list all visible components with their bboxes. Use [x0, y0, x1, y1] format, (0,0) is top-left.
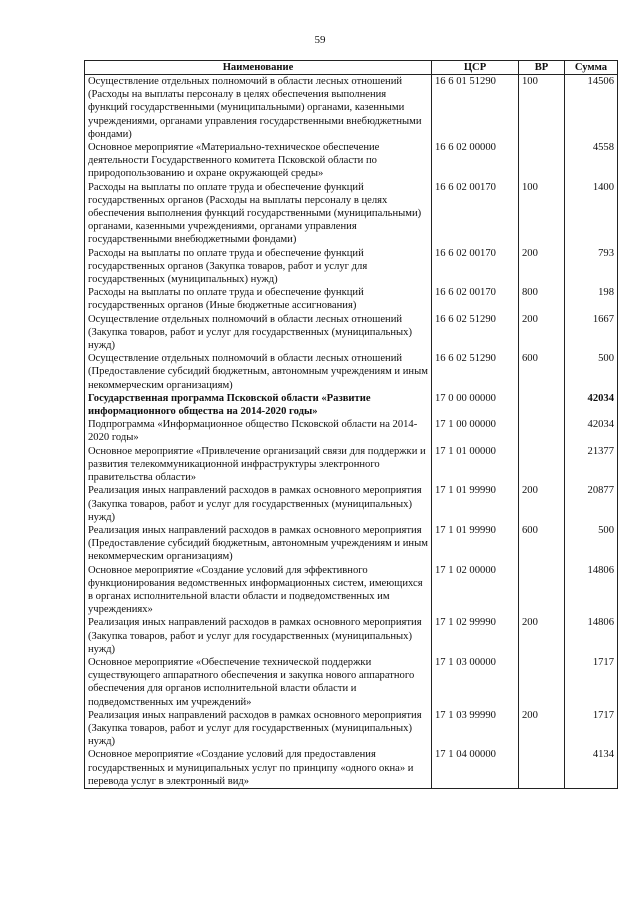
row-name-cell: Расходы на выплаты по оплате труда и обеспечение функций государственных органов (Расходы на выплаты персоналу в целях обеспечения выполнения функций государственными (муниципальными) органами, казенными учреждениями, органами управления государственными внебюджетными фондами) [85, 181, 432, 247]
row-vr-cell: 800 [519, 286, 565, 312]
row-sum-cell: 42034 [565, 392, 618, 418]
row-csr-cell: 16 6 02 51290 [432, 352, 519, 392]
row-vr-cell [519, 656, 565, 709]
row-csr-cell: 17 1 04 00000 [432, 748, 519, 788]
row-name-cell: Расходы на выплаты по оплате труда и обеспечение функций государственных органов (Закупка товаров, работ и услуг для государственных (муниципальных) нужд) [85, 247, 432, 287]
row-sum-cell: 793 [565, 247, 618, 287]
table-row [85, 286, 618, 312]
table-row [85, 656, 618, 709]
row-vr-cell: 100 [519, 75, 565, 142]
table-row [85, 445, 618, 485]
row-vr-cell: 100 [519, 181, 565, 247]
row-sum-cell: 4558 [565, 141, 618, 181]
table-row [85, 709, 618, 749]
row-name-cell: Расходы на выплаты по оплате труда и обеспечение функций государственных органов (Иные бюджетные ассигнования) [85, 286, 432, 312]
row-vr-cell: 600 [519, 524, 565, 564]
row-csr-cell: 17 1 01 00000 [432, 445, 519, 485]
table-header-row [85, 61, 618, 75]
table-row [85, 181, 618, 247]
row-csr-cell: 17 1 03 99990 [432, 709, 519, 749]
row-csr-cell: 17 1 01 99990 [432, 524, 519, 564]
row-vr-cell: 200 [519, 709, 565, 749]
row-name-cell: Государственная программа Псковской области «Развитие информационного общества на 2014-2020 годы» [85, 392, 432, 418]
row-csr-cell: 16 6 01 51290 [432, 75, 519, 142]
table-row [85, 524, 618, 564]
row-csr-cell: 17 1 01 99990 [432, 484, 519, 524]
row-vr-cell [519, 748, 565, 788]
row-sum-cell: 4134 [565, 748, 618, 788]
row-vr-cell: 200 [519, 484, 565, 524]
row-name-cell: Осуществление отдельных полномочий в области лесных отношений (Закупка товаров, работ и услуг для государственных (муниципальных) нужд) [85, 313, 432, 353]
row-vr-cell [519, 445, 565, 485]
row-sum-cell: 14806 [565, 564, 618, 617]
table-row [85, 564, 618, 617]
row-vr-cell [519, 418, 565, 444]
row-name-cell: Подпрограмма «Информационное общество Псковской области на 2014-2020 годы» [85, 418, 432, 444]
row-name-cell: Основное мероприятие «Создание условий для предоставления государственных и муниципальных услуг по принципу «одного окна» и перевода услуг в электронный вид» [85, 748, 432, 788]
row-csr-cell: 16 6 02 00170 [432, 181, 519, 247]
row-vr-cell: 200 [519, 247, 565, 287]
row-sum-cell: 14506 [565, 75, 618, 142]
row-sum-cell: 1717 [565, 656, 618, 709]
row-sum-cell: 20877 [565, 484, 618, 524]
row-sum-cell: 1400 [565, 181, 618, 247]
row-name-cell: Основное мероприятие «Привлечение организаций связи для поддержки и развития телекоммуникационной инфраструктуры электронного правительства области» [85, 445, 432, 485]
table-row [85, 352, 618, 392]
table-row [85, 748, 618, 788]
table-row [85, 141, 618, 181]
table-row [85, 418, 618, 444]
row-vr-cell: 200 [519, 313, 565, 353]
row-vr-cell [519, 564, 565, 617]
row-name-cell: Осуществление отдельных полномочий в области лесных отношений (Расходы на выплаты персоналу в целях обеспечения выполнения функций государственными (муниципальными) органами, казенными учреждениями, органами управления государственными внебюджетными фондами) [85, 75, 432, 142]
row-sum-cell: 500 [565, 352, 618, 392]
header-csr: ЦСР [432, 61, 519, 75]
row-name-cell: Реализация иных направлений расходов в рамках основного мероприятия (Закупка товаров, работ и услуг для государственных (муниципальных) нужд) [85, 484, 432, 524]
row-name-cell: Основное мероприятие «Создание условий для эффективного функционирования ведомственных информационных систем, имеющихся в органах исполнительной власти области и подведомственных им учреждениях» [85, 564, 432, 617]
row-vr-cell [519, 392, 565, 418]
row-name-cell: Реализация иных направлений расходов в рамках основного мероприятия (Закупка товаров, работ и услуг для государственных (муниципальных) нужд) [85, 709, 432, 749]
budget-table [84, 60, 618, 789]
row-csr-cell: 16 6 02 00000 [432, 141, 519, 181]
row-vr-cell [519, 141, 565, 181]
row-name-cell: Осуществление отдельных полномочий в области лесных отношений (Предоставление субсидий бюджетным, автономным учреждениям и иным некоммерческим организациям) [85, 352, 432, 392]
table-row [85, 313, 618, 353]
row-name-cell: Реализация иных направлений расходов в рамках основного мероприятия (Закупка товаров, работ и услуг для государственных (муниципальных) нужд) [85, 616, 432, 656]
row-name-cell: Реализация иных направлений расходов в рамках основного мероприятия (Предоставление субсидий бюджетным, автономным учреждениям и иным некоммерческим организациям) [85, 524, 432, 564]
row-csr-cell: 16 6 02 51290 [432, 313, 519, 353]
row-csr-cell: 17 0 00 00000 [432, 392, 519, 418]
header-sum: Сумма [565, 61, 618, 75]
table-row [85, 392, 618, 418]
row-csr-cell: 16 6 02 00170 [432, 286, 519, 312]
header-name: Наименование [85, 61, 432, 75]
row-sum-cell: 1667 [565, 313, 618, 353]
header-vr: ВР [519, 61, 565, 75]
row-csr-cell: 17 1 02 00000 [432, 564, 519, 617]
page-number: 59 [314, 34, 326, 46]
row-csr-cell: 17 1 03 00000 [432, 656, 519, 709]
row-vr-cell: 600 [519, 352, 565, 392]
row-sum-cell: 14806 [565, 616, 618, 656]
table-row [85, 247, 618, 287]
table-row [85, 616, 618, 656]
row-csr-cell: 17 1 00 00000 [432, 418, 519, 444]
row-csr-cell: 17 1 02 99990 [432, 616, 519, 656]
table-row [85, 484, 618, 524]
row-sum-cell: 500 [565, 524, 618, 564]
row-sum-cell: 42034 [565, 418, 618, 444]
row-csr-cell: 16 6 02 00170 [432, 247, 519, 287]
row-sum-cell: 1717 [565, 709, 618, 749]
row-sum-cell: 198 [565, 286, 618, 312]
row-name-cell: Основное мероприятие «Материально-техническое обеспечение деятельности Государственного комитета Псковской области по природопользованию и охране окружающей среды» [85, 141, 432, 181]
row-name-cell: Основное мероприятие «Обеспечение технической поддержки существующего аппаратного обеспечения и закупка нового аппаратного обеспечения для органов исполнительной власти области и подведомственных им учреждений» [85, 656, 432, 709]
table-row [85, 75, 618, 142]
row-vr-cell: 200 [519, 616, 565, 656]
row-sum-cell: 21377 [565, 445, 618, 485]
